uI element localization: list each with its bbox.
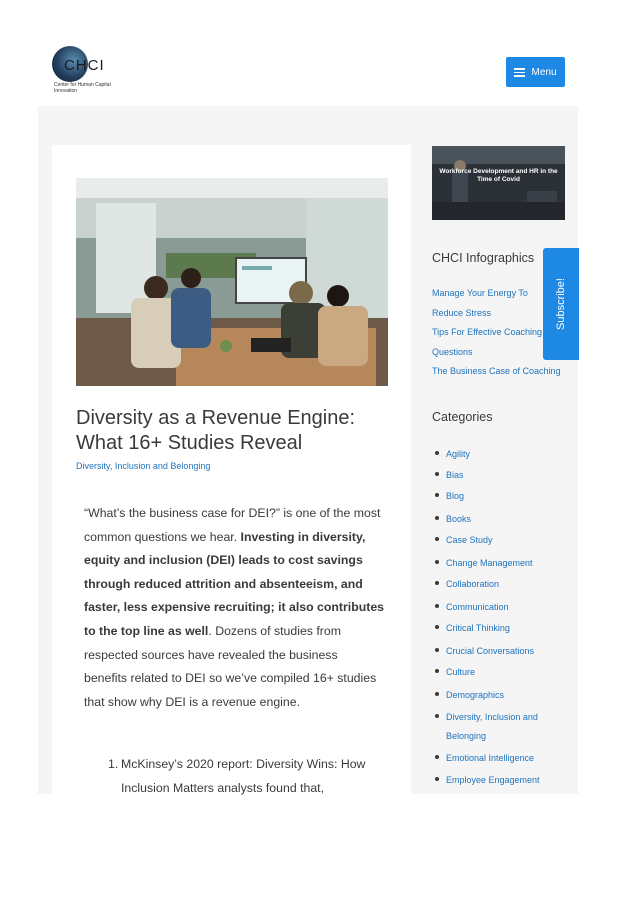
logo-text: CHCI [64,57,105,74]
bullet-icon [435,451,439,455]
subscribe-label: Subscribe! [555,278,567,330]
article-study-list [108,753,388,800]
bullet-icon [435,581,439,585]
bullet-icon [435,516,439,520]
category-label: Case Study [446,535,493,545]
bullet-icon [435,669,439,673]
bullet-icon [435,777,439,781]
category-label: Change Management [446,558,533,568]
site-logo[interactable] [52,46,112,96]
category-label: Critical Thinking [446,623,510,633]
infographic-link[interactable]: Tips For Effective Coaching [432,327,543,337]
article-intro [84,502,384,714]
category-label: Blog [446,491,465,501]
bullet-icon [435,648,439,652]
category-label: Crucial Conversations [446,646,535,656]
bullet-icon [435,604,439,608]
sidebar-banner-text: Workforce Development and HR in the Time of Covid [439,168,558,183]
bullet-icon [435,692,439,696]
article-intro-bold: Investing in diversity, equity and inclusion (DEI) leads to cost savings through reduced attrition and absenteeism, and faster, less expensive recruiting; it also contributes to the top line as well [84,529,385,638]
article-hero-image [76,178,388,386]
article-title: Diversity as a Revenue Engine: What 16+ Studies Reveal [76,407,356,454]
infographics-heading: CHCI Infographics [432,251,535,265]
infographic-link[interactable]: Manage Your Energy To [432,288,528,298]
list-item-number: 1. [108,757,119,771]
logo-subtitle: Center for Human Capital Innovation [54,82,111,94]
list-item-text: McKinsey’s 2020 report: Diversity Wins: How Inclusion Matters analysts found that, [121,757,366,795]
menu-button[interactable] [506,57,565,87]
hamburger-icon [514,68,525,76]
bullet-icon [435,560,439,564]
category-label: Agility [446,449,471,459]
category-label: Demographics [446,690,505,700]
list-item [108,753,388,800]
bullet-icon [435,755,439,759]
article-category-link[interactable]: Diversity, Inclusion and Belonging [76,461,211,471]
category-label: Emotional Intelligence [446,753,535,763]
category-label: Books [446,514,472,524]
infographic-link[interactable]: Reduce Stress [432,307,492,318]
article-intro-text-end: . Dozens of studies from respected sources have revealed the business benefits related to DEI so we’ve compiled 16+ studies that show why DEI is a revenue engine. [84,623,377,709]
bullet-icon [435,537,439,541]
bullet-icon [435,493,439,497]
category-label: Diversity, Inclusion and [446,712,538,722]
category-label: Bias [446,470,464,480]
bullet-icon [435,714,439,718]
category-label: Collaboration [446,579,500,589]
category-label: Communication [446,602,509,612]
menu-label: Menu [531,66,557,78]
bullet-icon [435,625,439,629]
infographic-link[interactable]: Questions [432,346,473,357]
infographic-link[interactable]: The Business Case of Coaching [432,366,561,376]
category-label: Culture [446,667,476,677]
article-intro-text: “What’s the business case for DEI?” is one of the most common questions we hear. [84,506,381,544]
bullet-icon [435,472,439,476]
categories-heading: Categories [432,410,493,424]
sidebar-banner-image[interactable] [432,146,565,220]
category-label: Belonging [446,731,487,741]
subscribe-tab[interactable] [543,248,579,360]
category-label: Employee Engagement [446,775,540,785]
